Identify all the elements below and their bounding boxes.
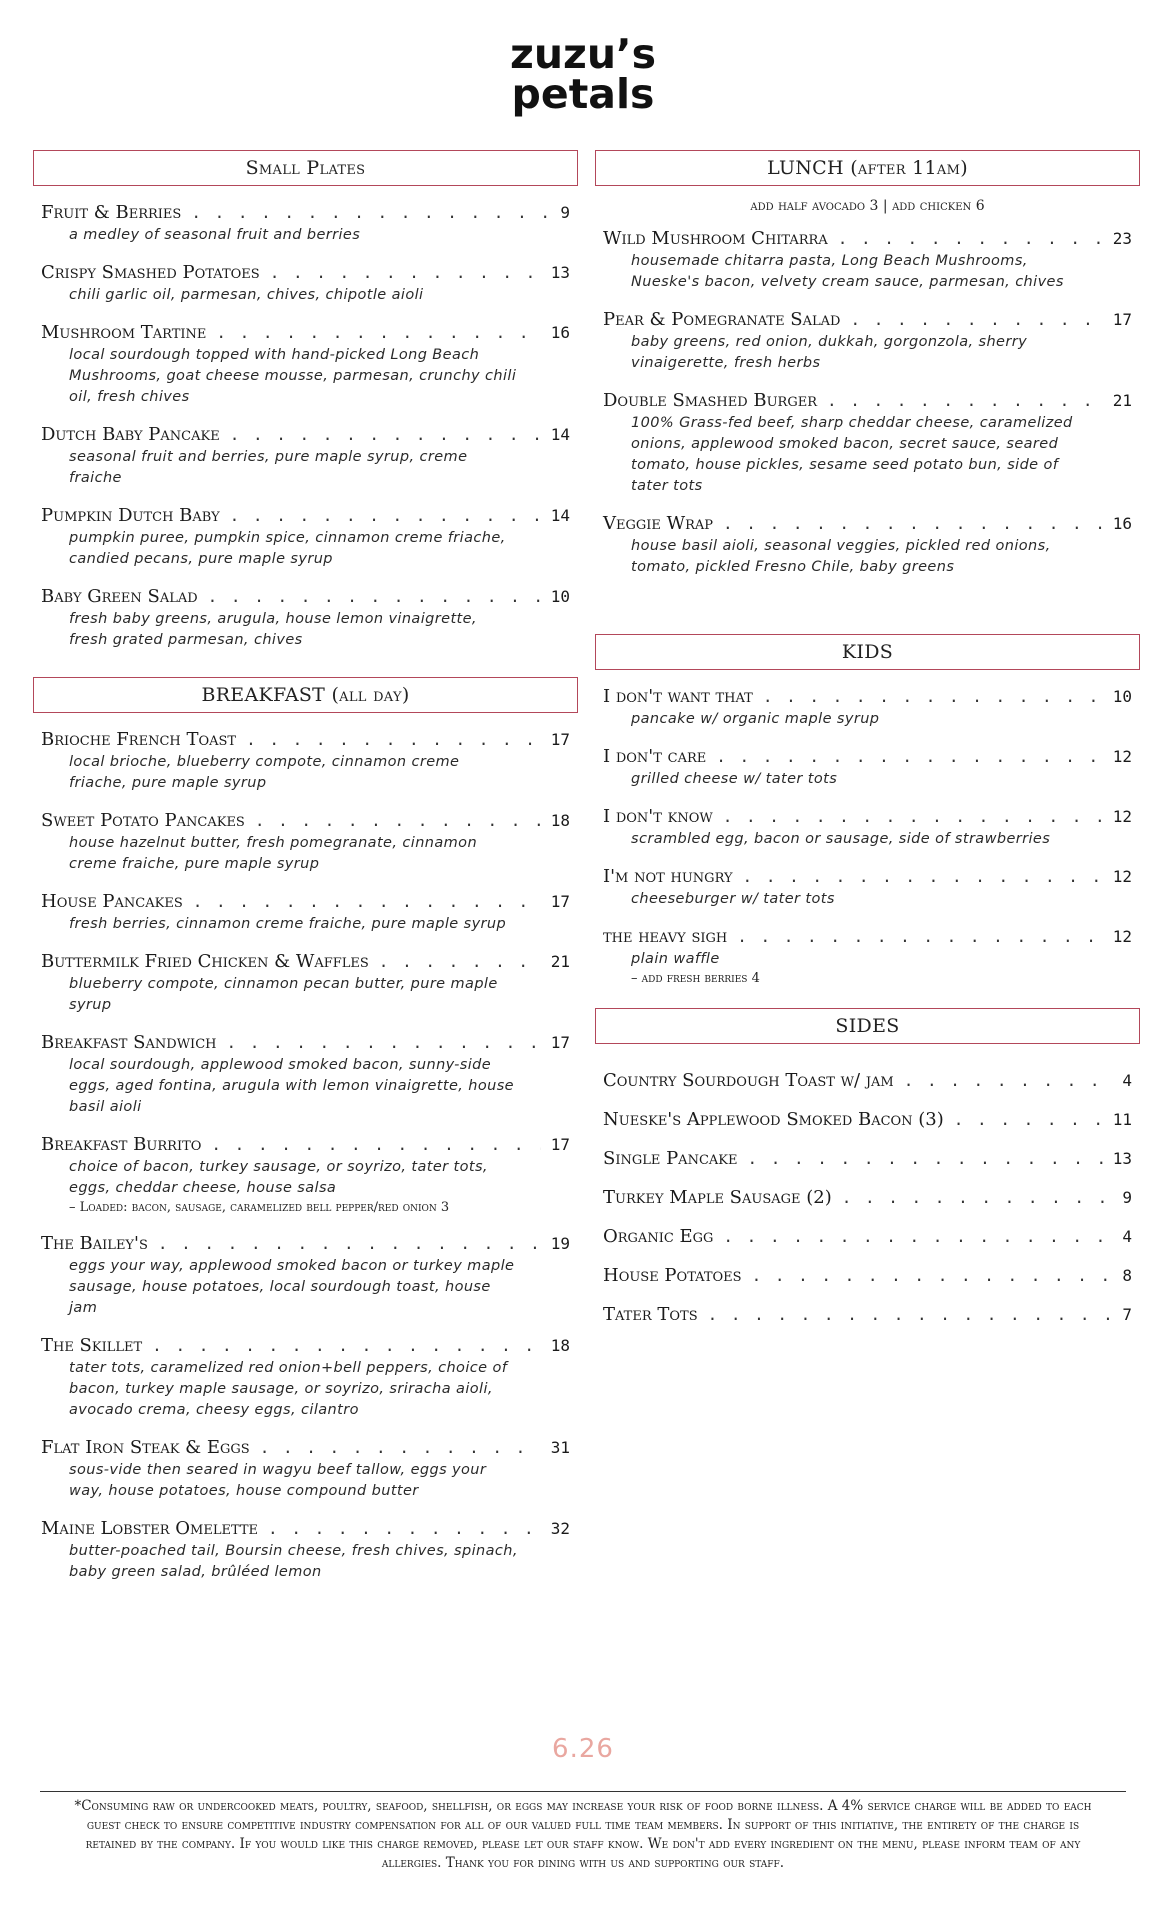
menu-item <box>595 1265 1140 1286</box>
menu-item-header <box>595 1304 1140 1325</box>
menu-item-name: Buttermilk Fried Chicken & Waffles <box>41 951 369 972</box>
menu-item-header <box>595 1265 1140 1286</box>
menu-item-name: Crispy Smashed Potatoes <box>41 262 260 283</box>
menu-item <box>595 1148 1140 1169</box>
dot-leader <box>723 807 1103 826</box>
menu-item-price: 17 <box>550 730 570 749</box>
menu-item-description: grilled cheese w/ tater tots <box>631 771 838 787</box>
dot-leader <box>158 1234 541 1253</box>
menu-item-price: 12 <box>1112 747 1132 766</box>
dot-leader <box>838 229 1103 248</box>
dot-leader <box>850 310 1102 329</box>
menu-item <box>595 866 1140 910</box>
dot-leader <box>737 927 1102 946</box>
menu-item-price: 17 <box>550 892 570 911</box>
dot-leader <box>904 1071 1113 1090</box>
menu-item-price: 13 <box>1112 1149 1132 1168</box>
menu-item-name: Pear & Pomegranate Salad <box>603 309 841 330</box>
menu-item-price: 14 <box>550 506 570 525</box>
menu-item-name: Wild Mushroom Chitarra <box>603 228 828 249</box>
menu-item-price: 16 <box>550 323 570 342</box>
menu-item-header <box>595 1226 1140 1247</box>
menu-item-header <box>33 1437 578 1458</box>
menu-item-description: house basil aioli, seasonal veggies, pickled red onions, tomato, pickled Fresno Chile, baby greens <box>631 538 1051 575</box>
footer-divider <box>40 1791 1126 1792</box>
lunch-list <box>595 228 1140 578</box>
menu-item <box>595 926 1140 988</box>
menu-item-header <box>33 729 578 750</box>
dot-leader <box>747 1149 1102 1168</box>
menu-item-name: Brioche French Toast <box>41 729 237 750</box>
menu-item-price: 17 <box>550 1135 570 1154</box>
menu-item-header <box>33 262 578 283</box>
breakfast-title: BREAKFAST (all day) <box>33 677 578 713</box>
menu-item <box>33 1134 578 1217</box>
dot-leader <box>152 1336 541 1355</box>
menu-item-price: 17 <box>550 1033 570 1052</box>
lunch-addons-note: add half avocado 3 | add chicken 6 <box>750 198 985 214</box>
menu-item-header <box>595 686 1140 707</box>
menu-item-price: 9 <box>560 203 570 222</box>
menu-item-name: I don't know <box>603 806 713 827</box>
menu-item-name: Double Smashed Burger <box>603 390 817 411</box>
menu-item-name: Organic Egg <box>603 1226 714 1247</box>
dot-leader <box>827 391 1103 410</box>
lunch-title: LUNCH (after 11am) <box>595 150 1140 186</box>
menu-item-name: Fruit & Berries <box>41 202 182 223</box>
menu-item-price: 7 <box>1122 1305 1132 1324</box>
menu-item-price: 18 <box>550 1336 570 1355</box>
menu-item-description: eggs your way, applewood smoked bacon or turkey maple sausage, house potatoes, local sourdough toast, house jam <box>69 1258 515 1316</box>
menu-item-name: the heavy sigh <box>603 926 728 947</box>
menu-item-price: 13 <box>550 263 570 282</box>
menu-item-description: cheeseburger w/ tater tots <box>631 891 835 907</box>
menu-item <box>33 1335 578 1421</box>
menu-item-description: sous-vide then seared in wagyu beef tallow, eggs your way, house potatoes, house compound butter <box>69 1462 487 1499</box>
menu-item <box>595 806 1140 850</box>
restaurant-logo <box>0 30 1166 118</box>
dot-leader <box>379 952 541 971</box>
dot-leader <box>268 1519 541 1538</box>
menu-item-header <box>595 866 1140 887</box>
menu-item <box>595 228 1140 293</box>
menu-item <box>33 951 578 1016</box>
menu-item-price: 4 <box>1122 1227 1132 1246</box>
menu-item <box>595 513 1140 578</box>
menu-item-name: Dutch Baby Pancake <box>41 424 220 445</box>
menu-item-name: Mushroom Tartine <box>41 322 207 343</box>
footer-disclaimer: *Consuming raw or undercooked meats, poultry, seafood, shellfish, or eggs may increase your risk of food borne illness. A 4% service charge will be added to each guest check to ensure competitive industry compensation for all of our valued full time team members. In support of this initiative, the entirety of the charge is retained by the company. If you would like this charge removed, please let our staff know. We don't add every ingredient on the menu, please inform team of any allergies. Thank you for dining with us and supporting our staff. <box>74 1798 1092 1871</box>
menu-item-addon: – add fresh berries 4 <box>631 971 760 986</box>
dot-leader <box>230 506 541 525</box>
menu-date: 6.26 <box>552 1734 614 1764</box>
menu-item <box>595 746 1140 790</box>
dot-leader <box>842 1188 1113 1207</box>
dot-leader <box>246 730 541 749</box>
menu-item-name: Pumpkin Dutch Baby <box>41 505 220 526</box>
dot-leader <box>208 587 541 606</box>
dot-leader <box>211 1135 540 1154</box>
menu-item-price: 14 <box>550 425 570 444</box>
menu-item-price: 18 <box>550 811 570 830</box>
menu-item <box>33 424 578 489</box>
menu-item-name: House Potatoes <box>603 1265 742 1286</box>
menu-item-name: The Skillet <box>41 1335 143 1356</box>
dot-leader <box>226 1033 540 1052</box>
menu-item <box>595 309 1140 374</box>
menu-item-price: 11 <box>1112 1110 1132 1129</box>
menu-item-description: a medley of seasonal fruit and berries <box>69 227 361 243</box>
menu-item-price: 31 <box>550 1438 570 1457</box>
menu-item-description: fresh berries, cinnamon creme fraiche, pure maple syrup <box>69 916 507 932</box>
menu-item <box>595 1070 1140 1091</box>
menu-item-name: Flat Iron Steak & Eggs <box>41 1437 250 1458</box>
menu-item-header <box>33 424 578 445</box>
menu-item-header <box>33 951 578 972</box>
menu-item <box>33 1233 578 1319</box>
menu-item-name: Nueske's Applewood Smoked Bacon (3) <box>603 1109 944 1130</box>
kids-list <box>595 686 1140 988</box>
menu-item-description: local sourdough topped with hand-picked Long Beach Mushrooms, goat cheese mousse, parmesan, crunchy chili oil, fresh chives <box>69 347 517 405</box>
menu-item-header <box>33 1518 578 1539</box>
logo-line-2: petals <box>511 70 655 118</box>
menu-item <box>595 390 1140 497</box>
menu-item-price: 23 <box>1112 229 1132 248</box>
menu-item-header <box>595 228 1140 249</box>
menu-item <box>595 1109 1140 1130</box>
dot-leader <box>216 323 540 342</box>
menu-item-header <box>595 1148 1140 1169</box>
menu-item-description: tater tots, caramelized red onion+bell peppers, choice of bacon, turkey maple sausage, or soyrizo, sriracha aioli, avocado crema, cheesy eggs, cilantro <box>69 1360 508 1418</box>
sides-title: SIDES <box>595 1008 1140 1044</box>
menu-item-price: 32 <box>550 1519 570 1538</box>
dot-leader <box>708 1305 1113 1324</box>
menu-item-price: 4 <box>1122 1071 1132 1090</box>
dot-leader <box>752 1266 1113 1285</box>
dot-leader <box>193 892 541 911</box>
menu-item-name: I don't want that <box>603 686 753 707</box>
dot-leader <box>255 811 541 830</box>
small-plates-title: Small Plates <box>33 150 578 186</box>
dot-leader <box>191 203 550 222</box>
dot-leader <box>260 1438 541 1457</box>
dot-leader <box>723 514 1103 533</box>
menu-item-description: blueberry compote, cinnamon pecan butter, pure maple syrup <box>69 976 498 1013</box>
menu-item-description: local sourdough, applewood smoked bacon, sunny-side eggs, aged fontina, arugula with lemon vinaigrette, house basil aioli <box>69 1057 515 1115</box>
small-plates-list <box>33 202 578 651</box>
menu-item-header <box>595 390 1140 411</box>
menu-item-price: 16 <box>1112 514 1132 533</box>
menu-item-name: Tater Tots <box>603 1304 698 1325</box>
menu-item-header <box>33 1335 578 1356</box>
menu-item-description: housemade chitarra pasta, Long Beach Mushrooms, Nueske's bacon, velvety cream sauce, parmesan, chives <box>631 253 1064 290</box>
menu-item-header <box>33 1134 578 1155</box>
menu-item-price: 21 <box>1112 391 1132 410</box>
menu-item-addon: – Loaded: bacon, sausage, caramelized bell pepper/red onion 3 <box>69 1200 450 1215</box>
menu-item-name: I'm not hungry <box>603 866 733 887</box>
menu-item-price: 21 <box>550 952 570 971</box>
menu-item-description: 100% Grass-fed beef, sharp cheddar cheese, caramelized onions, applewood smoked bacon, secret sauce, seared tomato, house pickles, sesame seed potato bun, side of tater tots <box>631 415 1073 494</box>
menu-item-price: 12 <box>1112 867 1132 886</box>
menu-item-name: I don't care <box>603 746 707 767</box>
menu-item <box>595 1226 1140 1247</box>
menu-item-price: 9 <box>1122 1188 1132 1207</box>
menu-item <box>33 505 578 570</box>
menu-item-description: local brioche, blueberry compote, cinnamon creme friache, pure maple syrup <box>69 754 460 791</box>
menu-item-header <box>595 1187 1140 1208</box>
breakfast-list <box>33 729 578 1583</box>
menu-item-header <box>595 513 1140 534</box>
menu-item-name: Turkey Maple Sausage (2) <box>603 1187 832 1208</box>
menu-item-header <box>595 1070 1140 1091</box>
menu-item-description: chili garlic oil, parmesan, chives, chipotle aioli <box>69 287 424 303</box>
menu-item-price: 12 <box>1112 807 1132 826</box>
menu-item <box>33 810 578 875</box>
menu-item-name: Single Pancake <box>603 1148 738 1169</box>
logo-line-1: zuzu’s <box>509 30 657 78</box>
dot-leader <box>230 425 541 444</box>
menu-item-name: The Bailey's <box>41 1233 148 1254</box>
menu-item-description: choice of bacon, turkey sausage, or soyrizo, tater tots, eggs, cheddar cheese, house salsa <box>69 1159 488 1196</box>
menu-item <box>33 586 578 651</box>
menu-item <box>33 729 578 794</box>
menu-item <box>33 262 578 306</box>
menu-item-name: Maine Lobster Omelette <box>41 1518 259 1539</box>
menu-item-price: 12 <box>1112 927 1132 946</box>
menu-item <box>595 1304 1140 1325</box>
menu-item-description: seasonal fruit and berries, pure maple syrup, creme fraiche <box>69 449 468 486</box>
menu-item <box>595 1187 1140 1208</box>
right-column <box>595 150 1140 1343</box>
menu-item <box>33 1518 578 1583</box>
dot-leader <box>723 1227 1112 1246</box>
menu-item-name: Breakfast Sandwich <box>41 1032 217 1053</box>
dot-leader <box>954 1110 1103 1129</box>
menu-item-header <box>595 309 1140 330</box>
menu-item-price: 17 <box>1112 310 1132 329</box>
menu-item-description: pancake w/ organic maple syrup <box>631 711 880 727</box>
menu-item-description: baby greens, red onion, dukkah, gorgonzola, sherry vinaigerette, fresh herbs <box>631 334 1028 371</box>
menu-item-description: fresh baby greens, arugula, house lemon vinaigrette, fresh grated parmesan, chives <box>69 611 477 648</box>
menu-item-description: butter-poached tail, Boursin cheese, fresh chives, spinach, baby green salad, brûléed lemon <box>69 1543 518 1580</box>
dot-leader <box>763 687 1103 706</box>
menu-item-header <box>33 322 578 343</box>
menu-item-header <box>33 1233 578 1254</box>
dot-leader <box>716 747 1102 766</box>
menu-item-description: scrambled egg, bacon or sausage, side of strawberries <box>631 831 1051 847</box>
menu-item <box>33 891 578 935</box>
menu-item-header <box>33 891 578 912</box>
kids-title: KIDS <box>595 634 1140 670</box>
menu-item-description: plain waffle <box>631 951 720 967</box>
menu-item-header <box>595 926 1140 947</box>
menu-item-description: pumpkin puree, pumpkin spice, cinnamon creme friache, candied pecans, pure maple syrup <box>69 530 506 567</box>
menu-item-name: Veggie Wrap <box>603 513 714 534</box>
menu-item <box>595 686 1140 730</box>
menu-item <box>33 1032 578 1118</box>
dot-leader <box>743 867 1103 886</box>
menu-item-name: House Pancakes <box>41 891 183 912</box>
menu-item-price: 10 <box>1112 687 1132 706</box>
menu-item-description: house hazelnut butter, fresh pomegranate, cinnamon creme fraiche, pure maple syrup <box>69 835 478 872</box>
menu-item-header <box>33 505 578 526</box>
menu-item-header <box>595 746 1140 767</box>
left-column <box>33 150 578 1599</box>
menu-item <box>33 322 578 408</box>
sides-list <box>595 1070 1140 1325</box>
menu-item-name: Sweet Potato Pancakes <box>41 810 245 831</box>
menu-item-name: Breakfast Burrito <box>41 1134 202 1155</box>
menu-item-price: 19 <box>550 1234 570 1253</box>
menu-item-header <box>33 202 578 223</box>
menu-item-header <box>595 806 1140 827</box>
menu-item-header <box>33 1032 578 1053</box>
menu-item-name: Baby Green Salad <box>41 586 198 607</box>
menu-item-header <box>33 586 578 607</box>
menu-item <box>33 202 578 246</box>
menu-item-header <box>33 810 578 831</box>
menu-item-price: 8 <box>1122 1266 1132 1285</box>
menu-item <box>33 1437 578 1502</box>
dot-leader <box>270 263 541 282</box>
menu-item-name: Country Sourdough Toast w/ jam <box>603 1070 894 1091</box>
menu-item-price: 10 <box>550 587 570 606</box>
menu-item-header <box>595 1109 1140 1130</box>
